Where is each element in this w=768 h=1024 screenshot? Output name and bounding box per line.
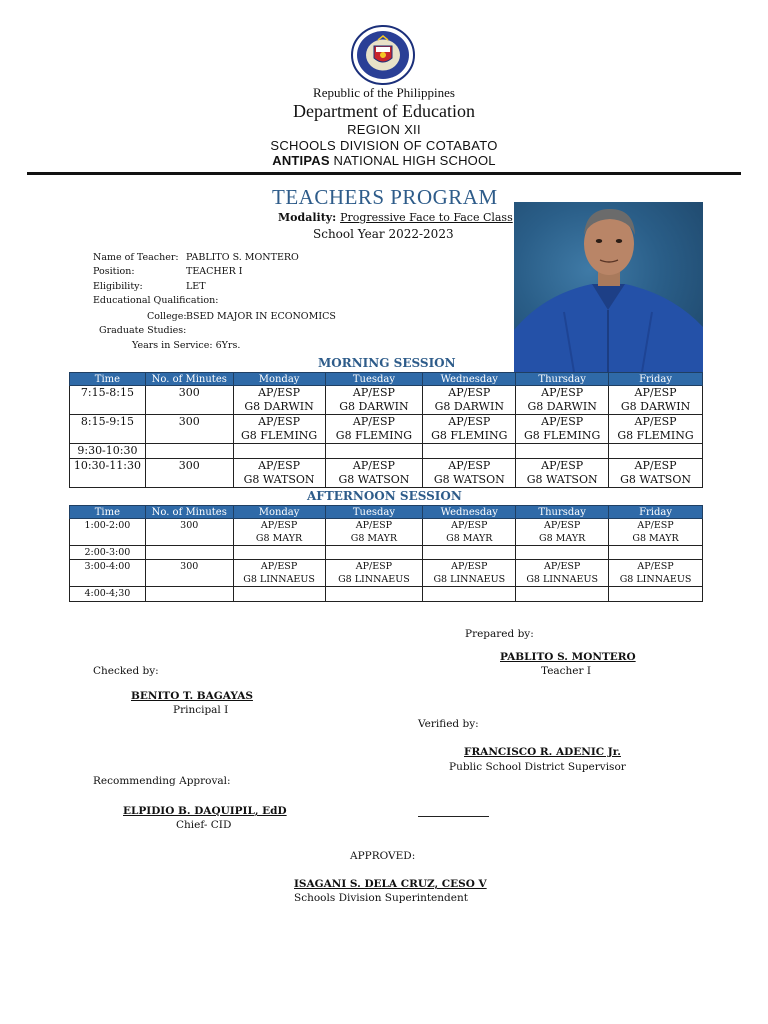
class-cell [325,546,423,560]
table-row [70,415,703,444]
name-label: Name of Teacher: [93,252,179,263]
section-label: G8 FLEMING [431,429,508,442]
table-row [70,546,703,560]
class-cell [233,587,325,602]
approved-title: Schools Division Superintendent [294,892,468,904]
class-cell [609,459,703,488]
section-label: G8 LINNAEUS [433,574,506,585]
class-cell [423,587,516,602]
column-header: Thursday [516,373,609,386]
class-cell [516,587,609,602]
subject-label: AP/ESP [355,520,393,531]
time-cell: 9:30-10:30 [70,444,146,459]
section-label: G8 LINNAEUS [338,574,410,585]
class-cell [423,415,516,444]
class-cell [233,415,325,444]
modality-line [278,211,513,224]
graduate-label: Graduate Studies: [99,325,187,336]
column-header: No. of Minutes [145,373,233,386]
column-header: Time [70,506,146,519]
subject-label: AP/ESP [260,520,298,531]
table-row [70,519,703,546]
minutes-cell: 300 [145,459,233,488]
subject-label: AP/ESP [541,415,584,428]
class-cell [423,546,516,560]
school-name [0,153,768,168]
republic-label: Republic of the Philippines [313,85,455,100]
class-cell [516,560,609,587]
modality-value: Progressive Face to Face Class [340,211,513,224]
class-cell [325,560,423,587]
column-header: Friday [609,373,703,386]
subject-label: AP/ESP [355,561,393,572]
minutes-cell: 300 [145,560,233,587]
morning-schedule-table [69,372,703,488]
class-cell [233,459,325,488]
section-label: G8 DARWIN [620,400,691,413]
subject-label: AP/ESP [258,415,301,428]
class-cell [325,459,423,488]
college-label: College: [147,311,187,322]
class-cell [325,519,423,546]
header-divider [27,172,741,175]
time-cell: 3:00-4:00 [70,560,146,587]
class-cell [233,519,325,546]
section-label: G8 MAYR [446,533,493,544]
class-cell [609,560,703,587]
minutes-cell [145,444,233,459]
section-label: G8 DARWIN [339,400,409,413]
region-label: REGION XII [347,122,421,137]
minutes-cell: 300 [145,415,233,444]
name-value: PABLITO S. MONTERO [186,252,299,263]
subject-label: AP/ESP [451,520,488,531]
column-header: Monday [233,506,325,519]
checked-by-name: BENITO T. BAGAYAS [131,690,253,702]
column-header: Tuesday [325,373,423,386]
column-header: Friday [609,506,703,519]
deped-seal-logo [350,24,416,86]
time-cell: 8:15-9:15 [70,415,146,444]
section-label: G8 FLEMING [335,429,413,442]
checked-by-title: Principal I [173,704,229,716]
subject-label: AP/ESP [637,520,674,531]
subject-label: AP/ESP [541,459,584,472]
signature-blank-line [418,816,489,817]
section-label: G8 DARWIN [527,400,597,413]
class-cell [423,519,516,546]
subject-label: AP/ESP [258,459,301,472]
subject-label: AP/ESP [544,520,581,531]
section-label: G8 WATSON [526,473,598,486]
section-label: G8 DARWIN [244,400,314,413]
position-value: TEACHER I [186,266,243,277]
modality-label: Modality: [278,211,341,224]
qualification-label: Educational Qualification: [93,295,219,306]
time-cell: 10:30-11:30 [70,459,146,488]
subject-label: AP/ESP [541,386,584,399]
school-name-bold: ANTIPAS [272,153,330,168]
verified-by-title: Public School District Supervisor [449,761,626,773]
verified-by-name: FRANCISCO R. ADENIC Jr. [464,746,621,758]
column-header: Tuesday [325,506,423,519]
section-label: G8 DARWIN [434,400,504,413]
class-cell [516,444,609,459]
minutes-cell [145,587,233,602]
section-label: G8 LINNAEUS [619,574,692,585]
eligibility-label: Eligibility: [93,281,143,292]
subject-label: AP/ESP [451,561,488,572]
table-row [70,560,703,587]
class-cell [609,546,703,560]
college-value: BSED MAJOR IN ECONOMICS [186,311,336,322]
class-cell [423,560,516,587]
column-header: Thursday [516,506,609,519]
class-cell [609,386,703,415]
table-row [70,386,703,415]
class-cell [325,386,423,415]
subject-label: AP/ESP [260,561,298,572]
years-in-service: Years in Service: 6Yrs. [132,340,241,351]
time-cell: 7:15-8:15 [70,386,146,415]
column-header: Wednesday [423,506,516,519]
section-label: G8 MAYR [350,533,398,544]
class-cell [233,444,325,459]
verified-by-label: Verified by: [418,718,479,730]
class-cell [325,444,423,459]
section-label: G8 FLEMING [240,429,318,442]
subject-label: AP/ESP [448,415,491,428]
department-label: Department of Education [293,101,475,121]
subject-label: AP/ESP [352,415,395,428]
division-label: SCHOOLS DIVISION OF COTABATO [270,138,498,153]
time-cell: 4:00-4;30 [70,587,146,602]
afternoon-session-title: AFTERNOON SESSION [307,489,462,503]
section-label: G8 MAYR [632,533,679,544]
class-cell [516,415,609,444]
subject-label: AP/ESP [634,459,677,472]
section-label: G8 WATSON [243,473,315,486]
section-label: G8 MAYR [539,533,586,544]
class-cell [516,519,609,546]
class-cell [516,386,609,415]
prepared-by-title: Teacher I [541,665,592,677]
class-cell [423,386,516,415]
section-label: G8 MAYR [255,533,303,544]
school-name-rest: NATIONAL HIGH SCHOOL [329,153,496,168]
class-cell [423,444,516,459]
recommending-approval-label: Recommending Approval: [93,775,231,787]
class-cell [609,519,703,546]
column-header: No. of Minutes [145,506,233,519]
class-cell [233,560,325,587]
section-label: G8 LINNAEUS [243,574,315,585]
subject-label: AP/ESP [448,459,491,472]
recommending-approval-name: ELPIDIO B. DAQUIPIL, EdD [123,805,287,817]
checked-by-label: Checked by: [93,665,159,677]
morning-session-title: MORNING SESSION [318,356,456,370]
subject-label: AP/ESP [634,415,677,428]
section-label: G8 WATSON [433,473,505,486]
subject-label: AP/ESP [352,386,395,399]
subject-label: AP/ESP [448,386,491,399]
eligibility-value: LET [186,281,206,292]
school-year: School Year 2022-2023 [313,227,454,241]
section-label: G8 WATSON [338,473,410,486]
subject-label: AP/ESP [637,561,674,572]
column-header: Wednesday [423,373,516,386]
approved-label: APPROVED: [350,850,416,862]
teacher-photo [514,202,703,372]
class-cell [423,459,516,488]
class-cell [233,546,325,560]
time-cell: 2:00-3:00 [70,546,146,560]
column-header: Time [70,373,146,386]
column-header: Monday [233,373,325,386]
section-label: G8 FLEMING [617,429,694,442]
class-cell [325,415,423,444]
subject-label: AP/ESP [352,459,395,472]
class-cell [609,415,703,444]
prepared-by-name: PABLITO S. MONTERO [500,651,636,663]
class-cell [609,587,703,602]
minutes-cell [145,546,233,560]
subject-label: AP/ESP [544,561,581,572]
prepared-by-label: Prepared by: [465,628,534,640]
subject-label: AP/ESP [634,386,677,399]
afternoon-schedule-table [69,505,703,602]
table-row [70,459,703,488]
class-cell [233,386,325,415]
recommending-approval-title: Chief- CID [176,819,232,831]
minutes-cell: 300 [145,386,233,415]
table-row [70,587,703,602]
table-row [70,444,703,459]
program-title: TEACHERS PROGRAM [272,185,498,209]
class-cell [516,459,609,488]
approved-name: ISAGANI S. DELA CRUZ, CESO V [294,878,487,890]
section-label: G8 LINNAEUS [526,574,598,585]
time-cell: 1:00-2:00 [70,519,146,546]
class-cell [609,444,703,459]
subject-label: AP/ESP [258,386,301,399]
class-cell [325,587,423,602]
section-label: G8 WATSON [620,473,691,486]
class-cell [516,546,609,560]
position-label: Position: [93,266,135,277]
section-label: G8 FLEMING [524,429,601,442]
minutes-cell: 300 [145,519,233,546]
